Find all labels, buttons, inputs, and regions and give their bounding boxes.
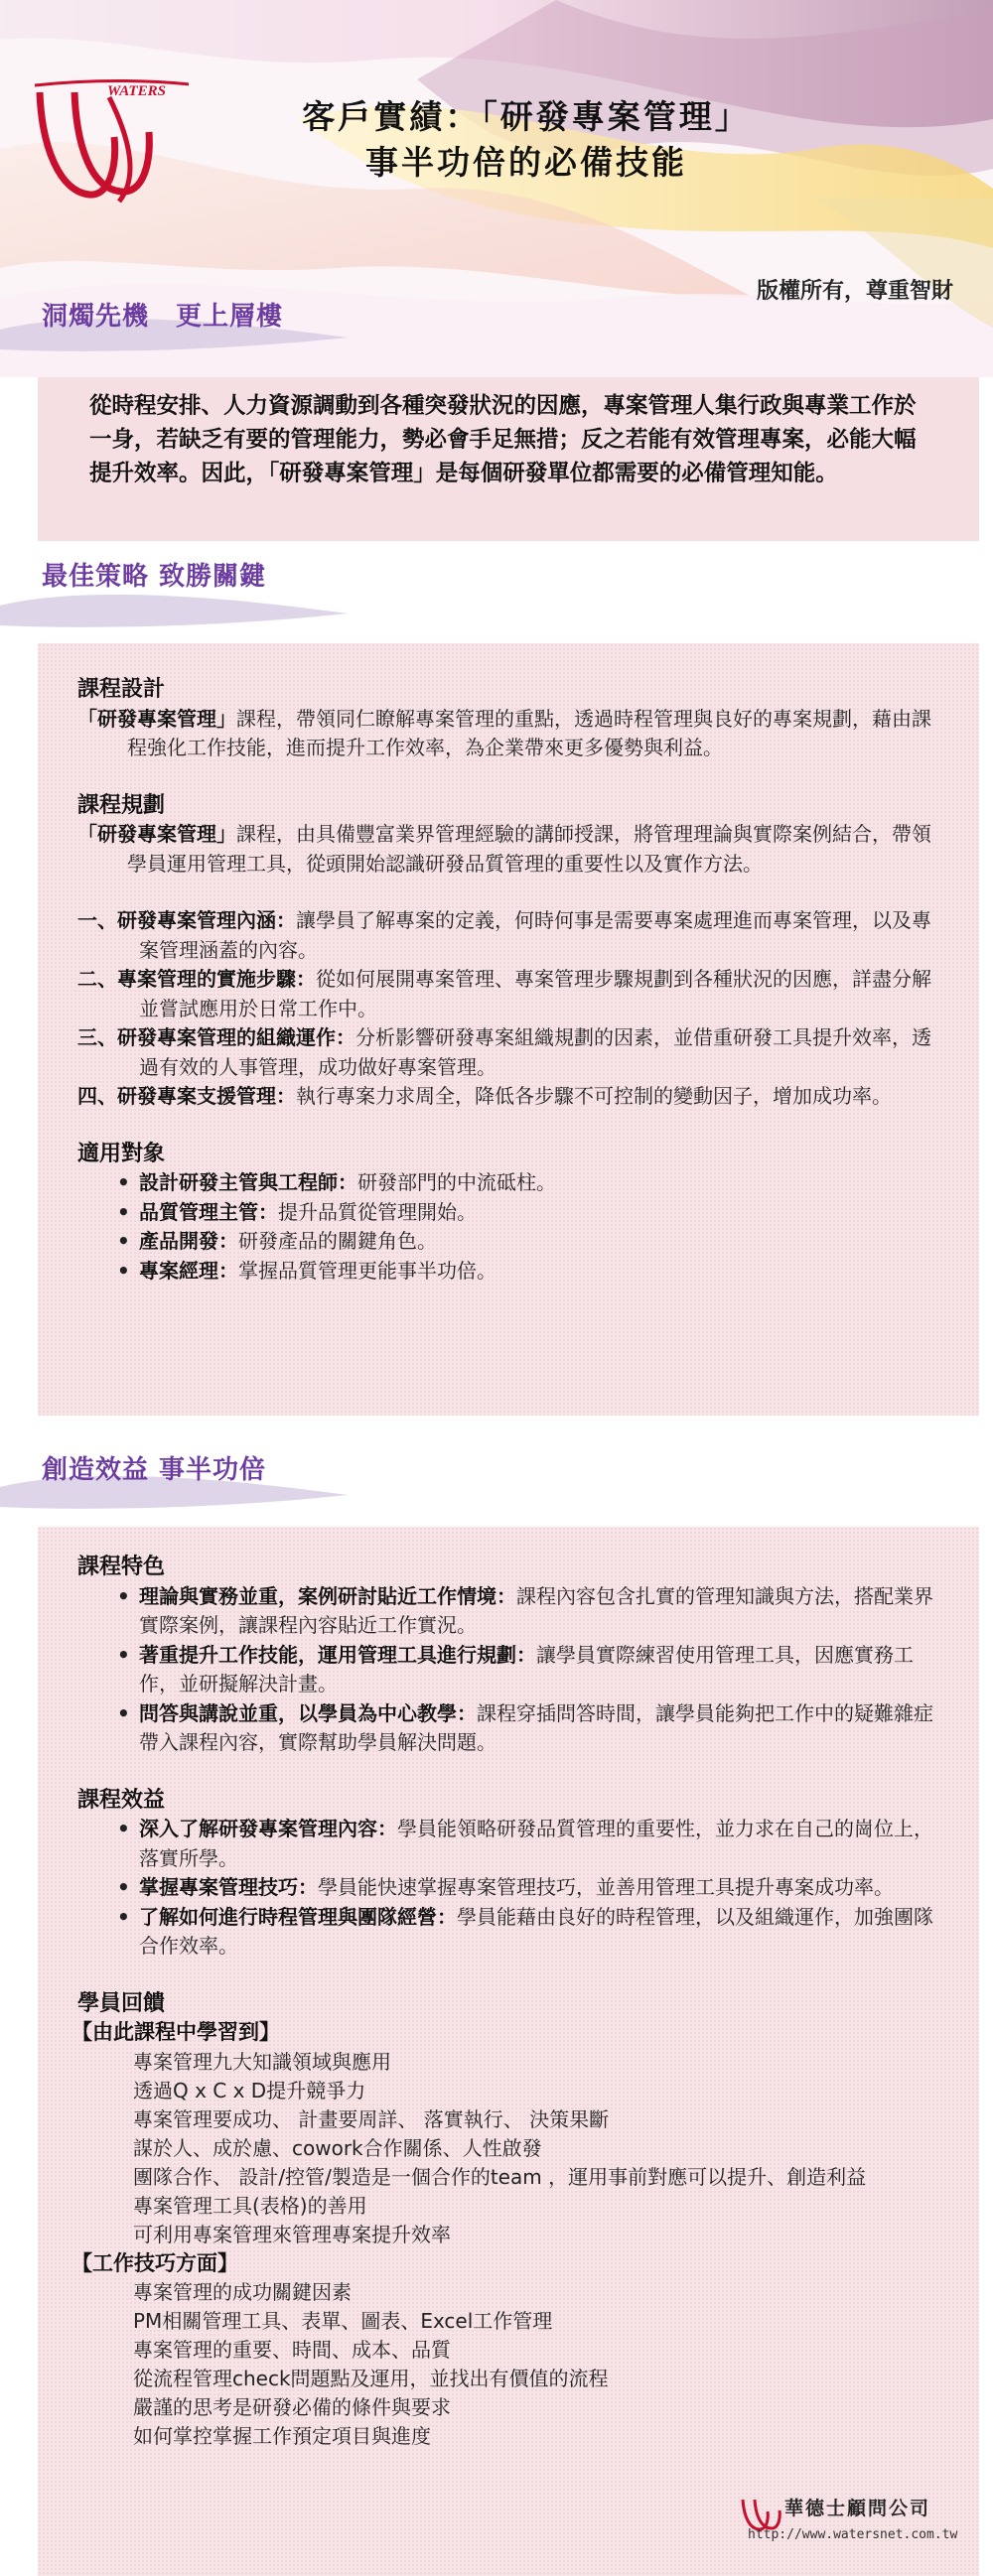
feedback-item: 透過Q x C x D提升競爭力: [133, 2078, 366, 2102]
feedback-list: [77, 2278, 939, 2451]
feedback-item: 如何掌控掌握工作預定項目與進度: [133, 2424, 431, 2448]
audience-item: • 專案經理：掌握品質管理更能事半功倍。: [117, 1257, 939, 1287]
section-heading-strategy: 最佳策略 致勝關鍵: [42, 562, 267, 592]
footer-company-name: 華德士顧問公司: [784, 2498, 931, 2519]
title-line-1: 客戶實績：「研發專案管理」: [302, 97, 751, 136]
title-line-2: 事半功倍的必備技能: [365, 143, 687, 182]
benefit-item: • 掌握專案管理技巧：學員能快速掌握專案管理技巧，並善用管理工具提升專案成功率。: [117, 1873, 939, 1903]
feedback-heading: 學員回饋: [77, 1990, 166, 2016]
audience-item: • 產品開發：研發產品的關鍵角色。: [117, 1227, 939, 1257]
course-design-text: 「研發專案管理」課程，帶領同仁瞭解專案管理的重點，透過時程管理與良好的專案規劃，藉由課程強化工作技能，進而提升工作效率，為企業帶來更多優勢與利益。: [77, 706, 931, 759]
feedback-item: PM相關管理工具、表單、圖表、Excel工作管理: [133, 2309, 553, 2333]
feedback-item: 專案管理工具(表格)的善用: [133, 2193, 367, 2218]
waters-logo: [30, 77, 189, 216]
feedback-group-title: 【工作技巧方面】: [71, 2250, 238, 2275]
features-list: [77, 1582, 939, 1758]
feature-item: • 問答與講說並重，以學員為中心教學：課程穿插問答時間，讓學員能夠把工作中的疑難雜症帶入課程內容，實際幫助學員解決問題。: [117, 1699, 939, 1758]
feedback-group-title: 【由此課程中學習到】: [71, 2020, 280, 2044]
feature-item: • 著重提升工作技能，運用管理工具進行規劃：讓學員實際練習使用管理工具，因應實務工作，並研擬解決計畫。: [117, 1641, 939, 1699]
feedback-item: 專案管理的成功關鍵因素: [133, 2280, 352, 2304]
page-title: [169, 94, 884, 186]
feedback-item: 專案管理九大知識領域與應用: [133, 2049, 391, 2074]
logo-text: WATERS: [107, 83, 166, 99]
plan-item: 二、專案管理的實施步驟：從如何展開專案管理、專案管理步驟規劃到各種狀況的因應，詳盡分解並嘗試應用於日常工作中。: [77, 967, 931, 1020]
copyright-notice: 版權所有，尊重智財: [756, 279, 953, 304]
feature-content: [71, 1553, 939, 2451]
feedback-item: 從流程管理check問題點及運用，並找出有價值的流程: [133, 2367, 609, 2390]
audience-item: • 品質管理主管：提升品質從管理開始。: [117, 1198, 939, 1228]
feedback-item: 專案管理的重要、時間、成本、品質: [133, 2338, 451, 2362]
plan-item: 一、研發專案管理內涵：讓學員了解專案的定義，何時何事是需要專案處理進而專案管理，以及專案管理涵蓋的內容。: [77, 908, 931, 962]
plan-item: 四、研發專案支援管理：執行專案力求周全，降低各步驟不可控制的變動因子，增加成功率。: [77, 1084, 892, 1108]
feedback-item: 嚴謹的思考是研發必備的條件與要求: [133, 2395, 451, 2419]
feedback-item: 專案管理要成功、 計畫要周詳、 落實執行、 決策果斷: [133, 2106, 610, 2131]
features-heading: 課程特色: [77, 1555, 166, 1579]
feature-item: • 理論與實務並重，案例研討貼近工作情境：課程內容包含扎實的管理知識與方法，搭配業界實際案例，讓課程內容貼近工作實況。: [117, 1582, 939, 1641]
plan-item: 三、研發專案管理的組織運作：分析影響研發專案組織規劃的因素，並借重研發工具提升效率，透過有效的人事管理，成功做好專案管理。: [77, 1025, 931, 1079]
section-heading-foresight: 洞燭先機 更上層樓: [42, 302, 284, 332]
feedback-item: 團隊合作、 設計/控管/製造是一個合作的team ，運用事前對應可以提升、創造利益: [133, 2164, 867, 2189]
benefits-heading: 課程效益: [77, 1787, 166, 1813]
intro-text: 從時程安排、人力資源調動到各種突發狀況的因應，專案管理人集行政與專業工作於一身，若缺乏有要的管理能力，勢必會手足無措；反之若能有效管理專案，必能大幅提升效率。因此，「研發專案管理」是每個研發單位都需要的必備管理知能。: [89, 393, 917, 486]
audience-list: [77, 1168, 939, 1286]
benefit-item: • 深入了解研發專案管理內容：學員能領略研發品質管理的重要性，並力求在自己的崗位上，落實所學。: [117, 1815, 939, 1873]
feedback-item: 可利用專案管理來管理專案提升效率: [133, 2222, 451, 2246]
benefits-list: [77, 1815, 939, 1962]
course-content: [77, 675, 939, 1286]
footer-url: http://www.watersnet.com.tw: [748, 2527, 958, 2542]
feedback-item: 謀於人、成於慮、cowork合作關係、人性啟發: [133, 2135, 542, 2160]
feedback-list: [77, 2048, 939, 2249]
audience-item: • 設計研發主管與工程師：研發部門的中流砥柱。: [117, 1168, 939, 1198]
section-heading-efficiency: 創造效益 事半功倍: [42, 1455, 267, 1485]
course-plan-text: 「研發專案管理」課程，由具備豐富業界管理經驗的講師授課，將管理理論與實際案例結合，帶領學員運用管理工具，從頭開始認識研發品質管理的重要性以及實作方法。: [77, 822, 931, 876]
benefit-item: • 了解如何進行時程管理與團隊經營：學員能藉由良好的時程管理，以及組織運作，加強團隊合作效率。: [117, 1903, 939, 1962]
course-design-heading: 課程設計: [77, 677, 166, 702]
audience-heading: 適用對象: [77, 1141, 166, 1166]
course-plan-heading: 課程規劃: [77, 792, 166, 818]
